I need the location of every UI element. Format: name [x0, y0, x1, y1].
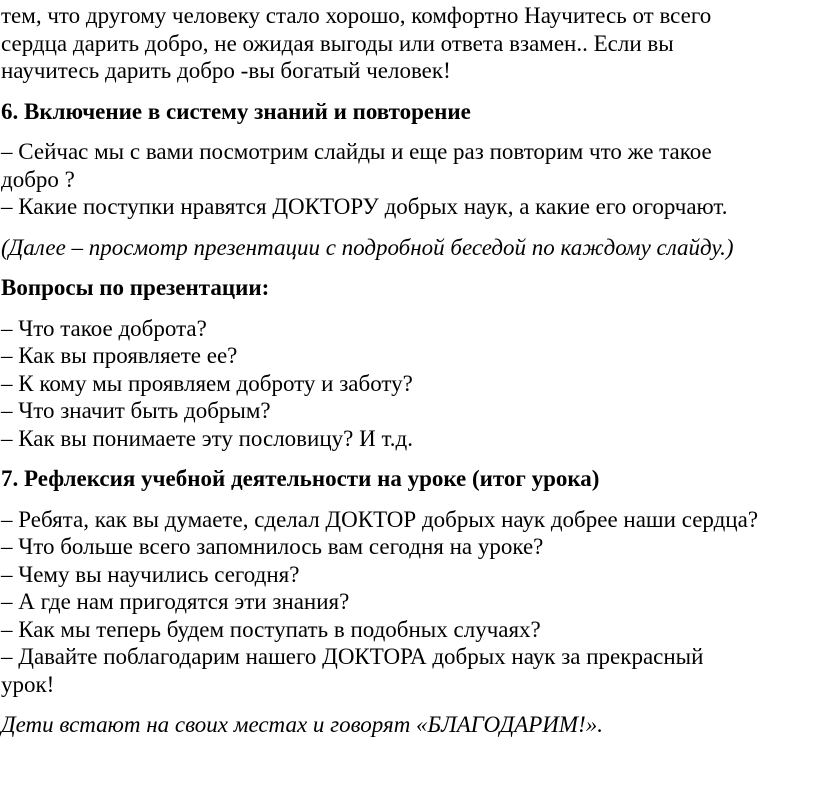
intro-line: тем, что другому человеку стало хорошо, комфортно Научитесь от всего: [1, 3, 712, 28]
paragraph-line: – Сейчас мы с вами посмотрим слайды и еще раз повторим что же такое: [1, 139, 712, 164]
list-item: – Чему вы научились сегодня?: [1, 561, 300, 587]
paragraph-line: добро ?: [1, 166, 75, 192]
list-item: – Что больше всего запомнилось вам сегодня на уроке?: [1, 534, 544, 559]
list-item: урок!: [1, 671, 55, 697]
closing-note: Дети встают на своих местах и говорят «БЛАГОДАРИМ!».: [1, 712, 603, 737]
section-7-heading: 7. Рефлексия учебной деятельности на уроке (итог урока): [1, 466, 600, 491]
list-item: – Ребята, как вы думаете, сделал ДОКТОР добрых наук добрее наши сердца?: [1, 506, 759, 532]
list-item: – А где нам пригодятся эти знания?: [1, 589, 350, 614]
list-item: – Что такое доброта?: [1, 315, 207, 341]
section-6-heading: 6. Включение в систему знаний и повторение: [1, 98, 471, 124]
intro-line: научитесь дарить добро -вы богатый человек!: [1, 58, 451, 83]
list-item: – К кому мы проявляем доброту и заботу?: [1, 370, 413, 396]
section-7-list: [1, 506, 813, 699]
paragraph-line: – Какие поступки нравятся ДОКТОРУ добрых наук, а какие его огорчают.: [1, 194, 728, 219]
list-item: – Как мы теперь будем поступать в подобных случаях?: [1, 616, 541, 642]
intro-paragraph: [1, 2, 813, 85]
list-item: – Как вы проявляете ее?: [1, 343, 238, 368]
section-6-paragraph: [1, 138, 813, 221]
questions-heading: Вопросы по презентации:: [1, 275, 270, 300]
italic-note: (Далее – просмотр презентации с подробной беседой по каждому слайду.): [1, 234, 734, 260]
intro-line: сердца дарить добро, не ожидая выгоды или ответа взамен.. Если вы: [1, 30, 674, 56]
list-item: – Давайте поблагодарим нашего ДОКТОРА добрых наук за прекрасный: [1, 644, 704, 669]
list-item: – Что значит быть добрым?: [1, 398, 271, 423]
document-page: [1, 2, 813, 739]
list-item: – Как вы понимаете эту пословицу? И т.д.: [1, 425, 413, 451]
questions-list: [1, 315, 813, 453]
